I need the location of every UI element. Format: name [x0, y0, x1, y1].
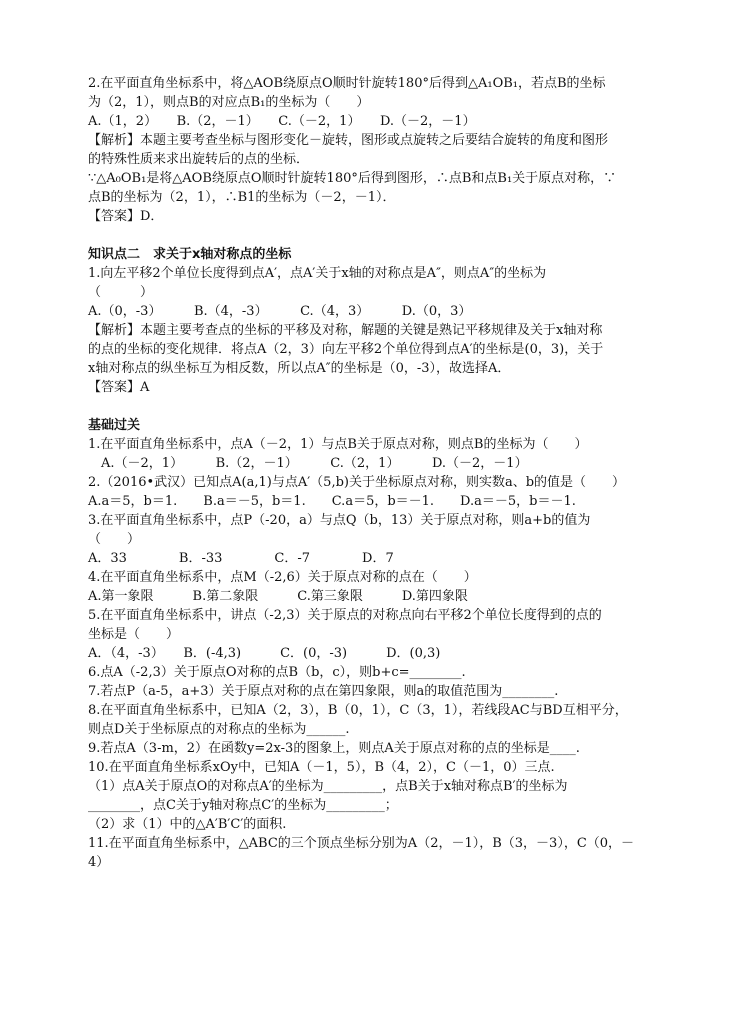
- spacer: [88, 397, 662, 416]
- text-line: 的点的坐标的变化规律．将点A（2，3）向左平移2个单位得到点A′的坐标是(0，3)，关于: [88, 342, 604, 357]
- text-line: 5.在平面直角坐标系中，讲点（-2,3）关于原点的对称点向右平移2个单位长度得到的点的: [88, 608, 602, 623]
- text-line: 点B的坐标为（2，1），∴B1的坐标为（－2，－1）．: [88, 190, 396, 205]
- text-line: 【解析】本题主要考查点的坐标的平移及对称，解题的关键是熟记平移规律及关于x轴对称: [88, 323, 603, 338]
- text-line: 6.点A（-2,3）关于原点O对称的点B（b，c），则b+c=________.: [88, 665, 466, 680]
- text-line: A．33 B．-33 C．-7 D．7: [88, 551, 394, 566]
- text-line: A．（4，-3） B．(-4,3) C．(0，-3) D．(0,3): [88, 646, 441, 661]
- text-line: ∵△A₀OB₁是将△AOB绕原点O顺时针旋转180°后得到图形，∴点B和点B₁关于原点对称，∵: [88, 171, 617, 186]
- text-line: A.a＝5，b＝1. B.a＝－5，b＝1. C.a＝5，b＝－1. D.a＝－5，b＝－1.: [88, 494, 576, 509]
- text-line: （2）求（1）中的△A′B′C′的面积.: [88, 817, 287, 832]
- text-line: x轴对称点的纵坐标互为相反数，所以点A″的坐标是（0，-3），故选择A．: [88, 361, 511, 376]
- answer-line: 【答案】A: [88, 380, 150, 395]
- text-line: A.第一象限 B.第二象限 C.第三象限 D.第四象限: [88, 589, 468, 604]
- text-line: A.（1，2） B.（2，－1） C.（－2，1） D.（－2，－1）: [88, 114, 476, 129]
- text-line: 则点D关于坐标原点的对称点的坐标为______.: [88, 722, 350, 737]
- text-line: 1.在平面直角坐标系中，点A（－2，1）与点B关于原点对称，则点B的坐标为（ ）: [88, 437, 588, 452]
- text-line: 9.若点A（3-m，2）在函数y=2x-3的图象上，则点A关于原点对称的点的坐标是____.: [88, 741, 580, 756]
- text-line: 7.若点P（a-5，a+3）关于原点对称的点在第四象限，则a的取值范围为________.: [88, 684, 559, 699]
- document-page: [88, 74, 662, 872]
- text-line: 11.在平面直角坐标系中，△ABC的三个顶点坐标分别为A（2，－1），B（3，－3），C（0，－: [88, 836, 635, 851]
- text-line: 10.在平面直角坐标系xOy中，已知A（－1，5），B（4，2），C（－1，0）三点.: [88, 760, 555, 775]
- text-line: 4）: [88, 855, 110, 870]
- text-line: A.（－2，1） B.（2，－1） C.（2，1） D.（－2，－1）: [88, 456, 528, 471]
- text-line: 【解析】本题主要考查坐标与图形变化－旋转，图形或点旋转之后要结合旋转的角度和图形: [88, 133, 609, 148]
- spacer: [88, 226, 662, 245]
- text-line: 坐标是（ ）: [88, 627, 180, 642]
- text-line: 8.在平面直角坐标系中，已知A（2，3），B（0，1），C（3，1），若线段AC与BD互相平分，: [88, 703, 628, 718]
- text-line: 4.在平面直角坐标系中，点M（-2,6）关于原点对称的点在（ ）: [88, 570, 477, 585]
- text-line: 2.在平面直角坐标系中，将△AOB绕原点O顺时针旋转180°后得到△A₁OB₁，若点B的坐标: [88, 76, 606, 91]
- text-line: ________，点C关于y轴对称点C′的坐标为_________；: [88, 798, 398, 813]
- text-line: A.（0，-3） B.（4，-3） C.（4，3） D.（0，3）: [88, 304, 472, 319]
- text-line: （ ）: [88, 532, 141, 547]
- section-heading: 基础过关: [88, 418, 141, 433]
- text-line: （1）点A关于原点O的对称点A′的坐标为_________，点B关于x轴对称点B′的坐标为: [88, 779, 568, 794]
- answer-line: 【答案】D．: [88, 209, 164, 224]
- section-heading: 知识点二 求关于x轴对称点的坐标: [88, 247, 292, 262]
- text-line: 的特殊性质来求出旋转后的点的坐标．: [88, 152, 310, 167]
- text-line: 3.在平面直角坐标系中，点P（-20，a）与点Q（b，13）关于原点对称，则a+b的值为: [88, 513, 591, 528]
- text-line: 2.（2016•武汉）已知点A(a,1)与点A′（5,b)关于坐标原点对称，则实数a、b的值是（ ）: [88, 475, 626, 490]
- text-line: （ ）: [88, 285, 154, 300]
- text-line: 为（2，1），则点B的对应点B₁的坐标为（ ）: [88, 95, 370, 110]
- text-line: 1.向左平移2个单位长度得到点A′，点A′关于x轴的对称点是A″，则点A″的坐标为: [88, 266, 547, 281]
